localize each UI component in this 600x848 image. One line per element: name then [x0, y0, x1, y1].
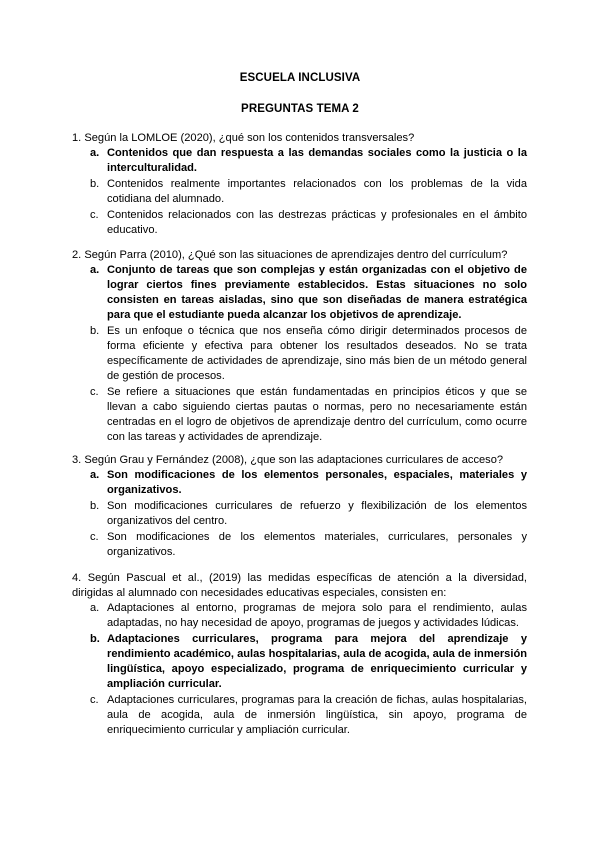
- option-text: Son modificaciones de los elementos materiales, curriculares, personales y organizativos.: [107, 531, 527, 558]
- option-letter: c.: [90, 694, 99, 706]
- question-4-text: 4. Según Pascual et al., (2019) las medidas específicas de atención a la diversidad, dirigidas al alumnado con necesidades educativas especiales, consisten en:: [72, 572, 527, 599]
- question-4-option-a: [72, 601, 527, 631]
- option-letter: a.: [90, 469, 100, 481]
- question-3-options: [72, 468, 527, 561]
- question-1-option-c: [72, 208, 527, 238]
- option-letter: b.: [90, 633, 100, 645]
- option-letter: a.: [90, 602, 100, 614]
- question-4-option-c: [72, 693, 527, 738]
- question-3-text: 3. Según Grau y Fernández (2008), ¿que son las adaptaciones curriculares de acceso?: [72, 454, 504, 466]
- option-text: Contenidos realmente importantes relacionados con los problemas de la vida cotidiana del alumnado.: [107, 178, 527, 205]
- question-2-option-b: [72, 324, 527, 384]
- question-2-option-a: [72, 263, 527, 323]
- question-4-option-b: [72, 632, 527, 692]
- question-4-options: [72, 601, 527, 739]
- question-2-option-c: [72, 385, 527, 445]
- option-text: Adaptaciones al entorno, programas de mejora solo para el rendimiento, aulas adaptadas, no hay necesidad de apoyo, programas de juegos y actividades lúdicas.: [107, 602, 527, 629]
- document-title: ESCUELA INCLUSIVA: [239, 72, 361, 84]
- question-1-option-a: [72, 146, 527, 176]
- question-2-text: 2. Según Parra (2010), ¿Qué son las situaciones de aprendizajes dentro del currículum?: [72, 249, 508, 261]
- option-text: Contenidos que dan respuesta a las demandas sociales como la justicia o la interculturalidad.: [107, 147, 527, 174]
- question-3-option-b: [72, 499, 527, 529]
- option-text: Es un enfoque o técnica que nos enseña cómo dirigir determinados procesos de forma eficiente y efectiva para obtener los resultados deseados. No se trata específicamente de actividades de aprendizaje, sino más bien de un método general de gestión de procesos.: [107, 325, 527, 382]
- question-1-option-b: [72, 177, 527, 207]
- option-text: Adaptaciones curriculares, programas para la creación de fichas, aulas hospitalarias, aula de acogida, aula de inmersión lingüística, sin apoyo, programa de enriquecimiento curricular y ampliación curricular.: [107, 694, 527, 736]
- document-subtitle: PREGUNTAS TEMA 2: [241, 103, 359, 115]
- option-letter: a.: [90, 147, 100, 159]
- option-text: Se refiere a situaciones que están fundamentadas en principios éticos y que se llevan a cabo siguiendo ciertas pautas o normas, pero no necesariamente están centradas en el logro de objetivos de aprendizaje dentro del currículum, como ocurre con las tareas y actividades de aprendizaje.: [107, 386, 527, 443]
- option-text: Son modificaciones de los elementos personales, espaciales, materiales y organizativos.: [107, 469, 527, 496]
- option-letter: c.: [90, 209, 99, 221]
- option-text: Adaptaciones curriculares, programa para mejora del aprendizaje y rendimiento académico, aulas hospitalarias, aula de acogida, aula de inmersión lingüística, apoyo especializado, programa de enriquecimiento curricular y ampliación curricular.: [107, 633, 527, 690]
- question-1-options: [72, 146, 527, 239]
- option-letter: c.: [90, 531, 99, 543]
- question-3-option-c: [72, 530, 527, 560]
- question-1-text: 1. Según la LOMLOE (2020), ¿qué son los contenidos transversales?: [72, 132, 415, 144]
- option-letter: c.: [90, 386, 99, 398]
- option-text: Contenidos relacionados con las destrezas prácticas y profesionales en el ámbito educativo.: [107, 209, 527, 236]
- option-text: Son modificaciones curriculares de refuerzo y flexibilización de los elementos organizativos del centro.: [107, 500, 527, 527]
- option-letter: b.: [90, 325, 100, 337]
- question-2-options: [72, 263, 527, 446]
- question-3-option-a: [72, 468, 527, 498]
- option-letter: a.: [90, 264, 100, 276]
- option-letter: b.: [90, 500, 100, 512]
- option-letter: b.: [90, 178, 100, 190]
- option-text: Conjunto de tareas que son complejas y están organizadas con el objetivo de lograr ciertos fines previamente establecidos. Estas situaciones no solo consisten en tareas aisladas, sino que son diseñadas de manera estratégica para que el estudiante pueda alcanzar los objetivos de aprendizaje.: [107, 264, 527, 321]
